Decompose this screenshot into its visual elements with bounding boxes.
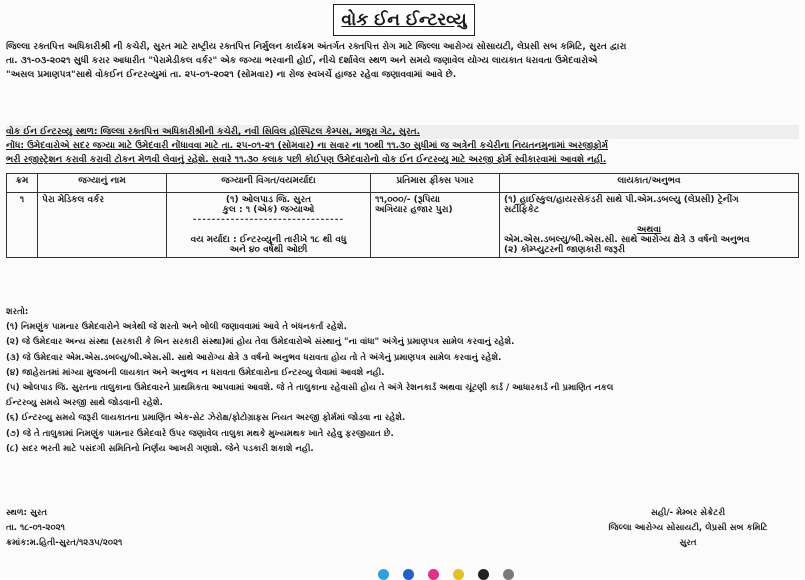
intro-line-3: "અસલ પ્રમાણપત્ર"સાથે વોકઈન ઈન્ટરવ્યુમાં તા. ૨૫-૦૧-૨૦૨૧ (સોમવાર) ના રોજ સ્વખર્ચે હાજર રહેવા જણાવવામાં આવે છે. — [6, 70, 457, 80]
venue-line: વોક ઈન ઈન્ટરવ્યુ સ્થળ: જિલ્લા રક્તપિત્ત અધિકારીશ્રીની કચેરી, નવી સિવિલ હોસ્પિટલ કેમ્પસ, મજુરા ગેટ, સુરત. — [6, 125, 799, 139]
qual-line-1: (૧) હાઈસ્કુલ/હાયરસેકંડરી સાથે પી.એમ.ડબલ્યુ (લેપ્રસી) ટ્રેનીંગ — [504, 195, 739, 205]
cell-post-name: પેરા મેડિકલ વર્કર — [38, 193, 167, 258]
condition-item: (૭) જે તે તાલુકામાં નિમણુંક પામનાર ઉમેદવારે ઉપર જણાવેલ તાલુકા મથકે મુખ્યમથક ખાતે રહેવુ ફરજીયાત છે. — [6, 428, 394, 439]
conditions-list — [6, 305, 799, 457]
print-color-mark — [378, 569, 389, 580]
table-row — [7, 193, 799, 258]
col-header-sr: ક્રમ — [7, 174, 38, 193]
cell-sr: ૧ — [7, 193, 38, 258]
condition-item: (૮) સદર ભરતી માટે પસંદગી સમિતિનો નિર્ણય આખરી ગણાશે. જેને પડકારી શકાશે નહી. — [6, 443, 314, 454]
signature-title: સહી/- મેમ્બર સેક્રેટરી — [650, 508, 726, 518]
col-header-name: જગ્યાનું નામ — [38, 174, 167, 193]
condition-item: ઈન્ટરવ્યુ સમયે અરજી સાથે જોડવાની રહેશે. — [6, 398, 163, 409]
footer-left — [6, 506, 122, 551]
salary-line-1: ૧૧,૦૦૦/- (રૂપિયા — [375, 195, 441, 205]
salary-line-2: અગિયાર હજાર પુરા) — [375, 205, 453, 215]
signature-block — [578, 506, 798, 551]
qual-line-2: સર્ટીફિકેટ — [504, 205, 540, 215]
condition-item: (૩) જે ઉમેદવાર એમ.એસ.ડબલ્યુ/બી.એસ.સી. સાથે આરોગ્ય ક્ષેત્રે ૩ વર્ષનો અનુભવ ધરાવતા હોય તો તે અંગેનું પ્રમાણપત્ર સામેલ કરવાનું રહેશે. — [6, 352, 502, 363]
col-header-qualification: લાયકાત/અનુભવ — [500, 174, 799, 193]
print-color-mark — [428, 569, 439, 580]
qual-or: અથવા — [636, 225, 662, 235]
condition-item: (૫) ઓલપાડ જિ. સુરતના તાલુકાના ઉમેદવારને પ્રાથમિકતા આપવામાં આવશે. જે તે તાલુકાના રહેવાસી હોય તે અંગે રેશનકાર્ડ અથવા ચૂંટણી કાર્ડ / આધારકાર્ડ ની પ્રમાણિત નકલ — [6, 383, 614, 394]
signature-org: જિલ્લા આરોગ્ય સોસાયટી, લેપ્રસી સબ કમિટિ — [608, 523, 768, 533]
note-line-1: નોંધ: ઉમેદવારોએ સદર જગ્યા માટે ઉમેદવારી નોંધાવવા માટે તા. ૨૫-૦૧-૨૧ (સોમવાર) ના સવાર ના ૧૦થી ૧૧.૩૦ સુધીમાં જ અત્રેની કચેરીના નિયતનમુનામાં અરજીફોર્મ — [6, 141, 609, 151]
cell-post-detail — [167, 193, 371, 258]
table-header-row — [7, 174, 799, 193]
intro-line-1: જિલ્લા રક્તપિત્ત અધિકારીશ્રી ની કચેરી, સુરત માટે રાષ્ટ્રીય રક્તપિત્ત નિર્મુલન કાર્યક્રમ અંતર્ગત રક્તપિત્ત રોગ માટે જિલ્લા આરોગ્ય સોસાયટી, લેપ્રસી સબ કમિટિ, સુરત દ્વારા — [6, 42, 627, 52]
condition-item: (૧) નિમણુંક પામનાર ઉમેદવારોને અત્રેથી જે શરતો અને બોલી જણાવવામાં આવે તે બંધનકર્તા રહેશે. — [6, 322, 347, 333]
footer-number: ક્રમાંક:મ.હિતી-સુરત/૧૨૩૫/૨૦૨૧ — [6, 538, 123, 548]
note-line-2: ભરી રજીસ્ટ્રેશન કરાવી કરાવી ટોકન મેળવી લેવાનું રહેશે. સવારે ૧૧.૩૦ કલાક પછી કોઈપણ ઉમેદવારોનો વોક ઈન ઈન્ટરવ્યુ માટે અરજી ફોર્મ સ્વીકારવામાં આવશે નહી. — [6, 155, 607, 165]
footer-place: સ્થળ: સુરત — [6, 508, 48, 518]
intro-paragraph — [6, 40, 799, 82]
cell-salary — [371, 193, 500, 258]
notice-block — [6, 125, 799, 167]
print-color-mark — [403, 569, 414, 580]
vacancy-table — [6, 173, 799, 258]
detail-line-2: કુલ : ૧ (એક) જગ્યાઓ — [222, 205, 315, 215]
intro-line-2: તા. ૩૧-૦૩-૨૦૨૧ સુધી કરાર આધારીત "પેરામેડીકલ વર્કર" એક જગ્યા ભરવાની હોઈ, નીચે દર્શાવેલ સ્થળ અને સમયે જણાવેલ યોગ્ય લાયકાત ધરાવતા ઉમેદવારોએ — [6, 56, 598, 66]
print-color-mark — [453, 569, 464, 580]
cell-qualification — [500, 193, 799, 258]
qual-line-3: એમ.એસ.ડબલ્યુ/બી.એસ.સી. સાથે આરોગ્ય ક્ષેત્રે ૩ વર્ષનો અનુભવ — [504, 235, 750, 245]
detail-line-1: (૧) ઓલપાડ જિ. સુરત — [225, 195, 312, 205]
signature-city: સુરત — [679, 538, 697, 548]
qual-line-4: (૨) કોમ્પ્યુટરની જાણકારી જરૂરી — [504, 245, 625, 255]
detail-line-3: વય મર્યાદા : ઈન્ટરવ્યુની તારીખે ૧૮ થી વધુ — [190, 235, 347, 245]
col-header-detail: જગ્યાની વિગત/વયમર્યાદા — [167, 174, 371, 193]
detail-separator: -------------------------------- — [192, 215, 345, 225]
footer-date: તા. ૧૮-૦૧-૨૦૨૧ — [6, 523, 65, 533]
detail-line-4: અને ૪૦ વર્ષથી ઓછી — [229, 245, 308, 255]
print-color-marks — [378, 569, 514, 580]
print-color-mark — [478, 569, 489, 580]
condition-item: (૨) જે ઉમેદવાર અન્ય સંસ્થા (સરકારી કે બિન સરકારી સંસ્થા)માં હોય તેવા ઉમેદવારોએ સંસ્થાનું "ના વાંધા" અંગેનું પ્રમાણપત્ર સામેલ કરવાનું રહેશે. — [6, 337, 515, 348]
condition-item: (૪) જાહેરાતમાં માંગ્યા મુજબની લાયકાત અને અનુભવ ન ધરાવતા ઉમેદવારોના ઈન્ટરવ્યુ લેવામાં આવશે નહી. — [6, 367, 385, 378]
notice-title: વોક ઈન ઈન્ટરવ્યુ — [333, 4, 475, 36]
conditions-heading: શરતો: — [6, 307, 29, 317]
condition-item: (૬) ઈન્ટરવ્યુ સમયે જરૂરી લાયકાતના પ્રમાણિત એક-સેટ ઝેરોક્ષ/ફોટોગ્રાફસ નિયત અરજી ફોર્મમાં જોડવા ના રહેશે. — [6, 413, 406, 424]
col-header-pay: પ્રતિમાસ ફીક્સ પગાર — [371, 174, 500, 193]
print-color-mark — [503, 569, 514, 580]
